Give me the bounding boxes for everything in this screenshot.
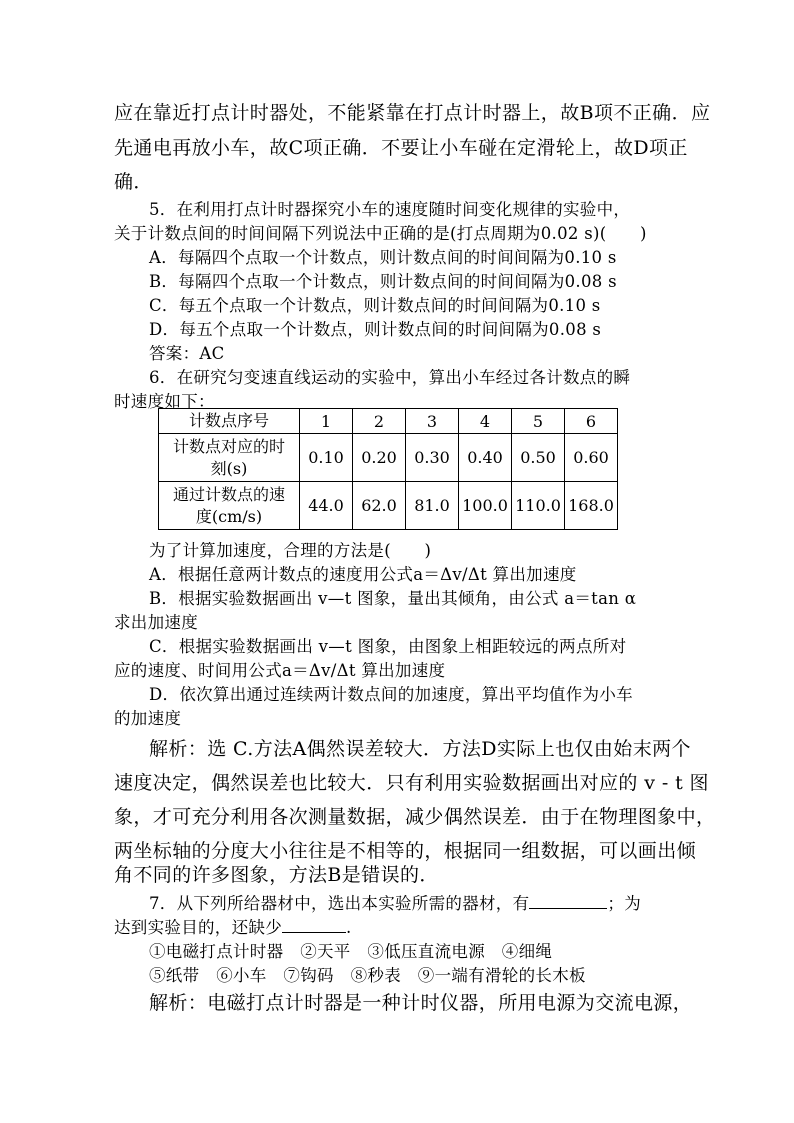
q5-answer: 答案：AC <box>149 344 225 363</box>
table-cell: 6 <box>565 409 618 434</box>
time-label-2: 刻(s) <box>210 458 248 478</box>
table-header-label: 计数点序号 <box>159 409 300 434</box>
q6-analysis-line-5: 角不同的许多图象，方法B是错误的． <box>114 864 439 886</box>
table-cell: 0.10 <box>300 434 353 482</box>
intro-line-1: 应在靠近打点计时器处，不能紧靠在打点计时器上，故B项不正确．应 <box>114 102 711 124</box>
velocity-table <box>158 408 618 530</box>
table-cell: 1 <box>300 409 353 434</box>
q7-stem-line-1 <box>149 890 729 914</box>
q6-question: 为了计算加速度，合理的方法是( ) <box>149 541 432 560</box>
table-cell: 168.0 <box>565 482 618 530</box>
q6-stem-line-1: 6．在研究匀变速直线运动的实验中，算出小车经过各计数点的瞬 <box>149 368 631 387</box>
q6-analysis-line-4: 两坐标轴的分度大小往往是不相等的，根据同一组数据，可以画出倾 <box>114 840 697 862</box>
table-cell: 110.0 <box>512 482 565 530</box>
q7-stem-text: 7．从下列所给器材中，选出本实验所需的器材，有 <box>149 894 530 913</box>
table-row <box>159 434 618 482</box>
q6-option-c-line-1: C．根据实验数据画出 v—t 图象，由图象上相距较远的两点所对 <box>149 637 627 656</box>
table-cell: 100.0 <box>459 482 512 530</box>
table-cell: 4 <box>459 409 512 434</box>
q5-option-b: B．每隔四个点取一个计数点，则计数点间的时间间隔为0.08 s <box>149 272 617 291</box>
q6-option-d-line-2: 的加速度 <box>114 709 182 728</box>
table-cell: 0.30 <box>406 434 459 482</box>
table-cell: 0.20 <box>353 434 406 482</box>
table-cell: 0.60 <box>565 434 618 482</box>
table-cell: 5 <box>512 409 565 434</box>
q7-stem-text: . <box>346 918 352 937</box>
q6-option-d-line-1: D．依次算出通过连续两计数点间的加速度，算出平均值作为小车 <box>149 685 633 704</box>
speed-label-1: 通过计数点的速 <box>172 484 285 504</box>
intro-line-3: 确． <box>114 171 153 193</box>
q7-stem-text: 达到实验目的，还缺少 <box>114 918 282 937</box>
q6-option-a: A．根据任意两计数点的速度用公式a＝Δv/Δt 算出加速度 <box>149 565 577 584</box>
q6-analysis-line-2: 速度决定，偶然误差也比较大．只有利用实验数据画出对应的 v - t 图 <box>114 772 709 794</box>
table-row-label <box>159 482 300 530</box>
q7-blank-1 <box>529 908 607 909</box>
table-cell: 0.40 <box>459 434 512 482</box>
q6-option-b-line-2: 求出加速度 <box>114 613 198 632</box>
q6-option-b-line-1: B．根据实验数据画出 v—t 图象，量出其倾角，由公式 a＝tan α <box>149 589 637 608</box>
q6-analysis-line-3: 象，才可充分利用各次测量数据，减少偶然误差．由于在物理图象中， <box>114 806 716 828</box>
speed-label-2: 度(cm/s) <box>195 506 263 526</box>
q5-stem-line-2: 关于计数点间的时间间隔下列说法中正确的是(打点周期为0.02 s)( ) <box>114 224 647 243</box>
q7-items-line-2: ⑤纸带 ⑥小车 ⑦钩码 ⑧秒表 ⑨一端有滑轮的长木板 <box>149 966 586 985</box>
q6-option-c-line-2: 应的速度、时间用公式a＝Δv/Δt 算出加速度 <box>114 661 446 680</box>
table-cell: 81.0 <box>406 482 459 530</box>
table-row <box>159 409 618 434</box>
q7-stem-text: ；为 <box>607 894 642 913</box>
q7-blank-2 <box>282 932 346 933</box>
q5-stem-line-1: 5．在利用打点计时器探究小车的速度随时间变化规律的实验中， <box>149 200 631 219</box>
table-cell: 44.0 <box>300 482 353 530</box>
q6-analysis-line-1: 解析：选 C.方法A偶然误差较大．方法D实际上也仅由始末两个 <box>149 738 691 760</box>
q7-analysis-line-1: 解析：电磁打点计时器是一种计时仪器，所用电源为交流电源， <box>149 992 693 1014</box>
intro-line-2: 先通电再放小车，故C项正确．不要让小车碰在定滑轮上，故D项正 <box>114 137 688 159</box>
table-cell: 3 <box>406 409 459 434</box>
time-label-1: 计数点对应的时 <box>172 436 285 456</box>
table-cell: 62.0 <box>353 482 406 530</box>
table-cell: 2 <box>353 409 406 434</box>
table-cell: 0.50 <box>512 434 565 482</box>
q7-items-line-1: ①电磁打点计时器 ②天平 ③低压直流电源 ④细绳 <box>149 942 553 961</box>
q6-stem-line-2: 时速度如下： <box>114 392 215 411</box>
q7-stem-line-2 <box>114 914 694 938</box>
table-row-label <box>159 434 300 482</box>
table-row <box>159 482 618 530</box>
q5-option-a: A．每隔四个点取一个计数点，则计数点间的时间间隔为0.10 s <box>149 248 617 267</box>
q5-option-d: D．每五个点取一个计数点，则计数点间的时间间隔为0.08 s <box>149 320 602 339</box>
q5-option-c: C．每五个点取一个计数点，则计数点间的时间间隔为0.10 s <box>149 296 601 315</box>
